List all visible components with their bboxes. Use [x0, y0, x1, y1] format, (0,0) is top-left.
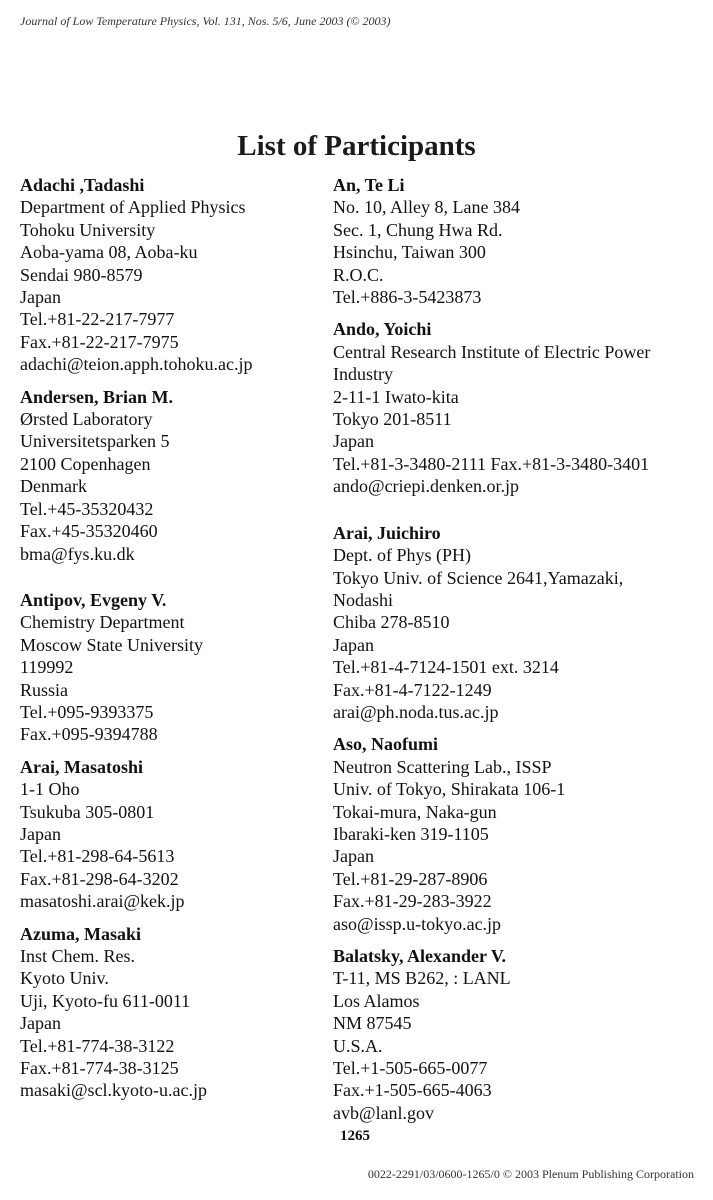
phone-line: Tel.+45-35320432 [20, 498, 154, 519]
address-line: No. 10, Alley 8, Lane 384 [333, 197, 520, 218]
fax-line: Fax.+81-298-64-3202 [20, 868, 179, 889]
right-column [333, 174, 703, 1134]
fax-line: Fax.+45-35320460 [20, 521, 158, 542]
phone-line: Tel.+095-9393375 [20, 701, 154, 722]
page-title: List of Participants [237, 130, 476, 162]
address-line: NM 87545 [333, 1013, 412, 1034]
address-line: Japan [333, 431, 374, 452]
address-line: Univ. of Tokyo, Shirakata 106-1 [333, 779, 566, 800]
address-line: Aoba-yama 08, Aoba-ku [20, 242, 198, 263]
email-line: adachi@teion.apph.tohoku.ac.jp [20, 354, 253, 375]
fax-line: Fax.+095-9394788 [20, 724, 158, 745]
participant-entry [333, 174, 703, 308]
address-line: Moscow State University [20, 634, 203, 655]
address-line: Dept. of Phys (PH) [333, 545, 471, 566]
address-line: 2100 Copenhagen [20, 453, 151, 474]
participant-name: Azuma, Masaki [20, 923, 141, 944]
address-line: Neutron Scattering Lab., ISSP [333, 756, 552, 777]
address-line: Sendai 980-8579 [20, 264, 143, 285]
address-line: Tsukuba 305-0801 [20, 801, 155, 822]
address-line: 1-1 Oho [20, 779, 80, 800]
fax-line: Fax.+81-4-7122-1249 [333, 679, 492, 700]
address-line: 119992 [20, 657, 74, 678]
phone-line: Tel.+81-4-7124-1501 ext. 3214 [333, 657, 559, 678]
email-line: bma@fys.ku.dk [20, 543, 135, 564]
address-line: Hsinchu, Taiwan 300 [333, 242, 486, 263]
participant-name: Arai, Juichiro [333, 522, 441, 543]
fax-line: Fax.+1-505-665-4063 [333, 1080, 492, 1101]
address-line: Tokyo Univ. of Science 2641,Yamazaki, [333, 567, 624, 588]
participant-entry [333, 522, 703, 724]
participant-name: Adachi ,Tadashi [20, 175, 145, 195]
address-line: Tokyo 201-8511 [333, 409, 452, 430]
email-line: avb@lanl.gov [333, 1102, 435, 1123]
email-line: arai@ph.noda.tus.ac.jp [333, 701, 499, 722]
participant-entry [20, 756, 360, 913]
address-line: Japan [333, 846, 374, 867]
address-line: Russia [20, 679, 69, 700]
address-line: Kyoto Univ. [20, 968, 109, 989]
phone-line: Tel.+81-29-287-8906 [333, 868, 488, 889]
address-line: R.O.C. [333, 264, 384, 285]
address-line: Tokai-mura, Naka-gun [333, 801, 497, 822]
address-line: Inst Chem. Res. [20, 946, 135, 966]
address-line: Los Alamos [333, 990, 420, 1011]
address-line: Department of Applied Physics [20, 197, 246, 218]
participant-name: Aso, Naofumi [333, 734, 439, 755]
address-line: Chiba 278-8510 [333, 612, 450, 633]
participant-entry [333, 945, 703, 1124]
address-line: Japan [333, 634, 374, 655]
address-line: Nodashi [333, 589, 393, 610]
journal-header: Journal of Low Temperature Physics, Vol. 131, Nos. 5/6, June 2003 (© 2003) [20, 14, 391, 28]
participant-entry [20, 174, 360, 376]
address-line: Central Research Institute of Electric Power [333, 341, 651, 362]
phone-line: Tel.+81-774-38-3122 [20, 1035, 175, 1056]
address-line: Ørsted Laboratory [20, 409, 153, 430]
address-line: Sec. 1, Chung Hwa Rd. [333, 219, 503, 240]
address-line: Japan [20, 823, 61, 844]
address-line: Universitetsparken 5 [20, 431, 170, 452]
address-line: Denmark [20, 476, 87, 497]
page-number: 1265 [340, 1128, 370, 1144]
phone-line: Tel.+1-505-665-0077 [333, 1058, 488, 1079]
address-line: Uji, Kyoto-fu 611-0011 [20, 990, 191, 1011]
participant-name: An, Te Li [333, 175, 405, 195]
participant-name: Arai, Masatoshi [20, 756, 143, 777]
email-line: ando@criepi.denken.or.jp [333, 476, 520, 497]
address-line: Ibaraki-ken 319-1105 [333, 823, 489, 844]
fax-line: Fax.+81-29-283-3922 [333, 891, 492, 912]
copyright-footer: 0022-2291/03/0600-1265/0 © 2003 Plenum Publishing Corporation [367, 1167, 694, 1181]
phone-fax-line: Tel.+81-3-3480-2111 Fax.+81-3-3480-3401 [333, 453, 650, 474]
email-line: masaki@scl.kyoto-u.ac.jp [20, 1080, 208, 1101]
participant-entry [333, 733, 703, 935]
fax-line: Fax.+81-774-38-3125 [20, 1058, 179, 1079]
email-line: aso@issp.u-tokyo.ac.jp [333, 913, 502, 934]
participant-entry [20, 386, 360, 565]
address-line: Tohoku University [20, 219, 156, 240]
address-line: 2-11-1 Iwato-kita [333, 386, 459, 407]
phone-line: Tel.+886-3-5423873 [333, 287, 482, 308]
address-line: Chemistry Department [20, 612, 185, 633]
participant-entry [20, 923, 360, 1102]
fax-line: Fax.+81-22-217-7975 [20, 331, 179, 352]
address-line: Japan [20, 287, 61, 308]
phone-line: Tel.+81-22-217-7977 [20, 309, 175, 330]
address-line: T-11, MS B262, : LANL [333, 968, 511, 989]
participant-name: Ando, Yoichi [333, 319, 432, 340]
phone-line: Tel.+81-298-64-5613 [20, 846, 175, 867]
left-column [20, 174, 360, 1112]
participant-entry [20, 589, 360, 746]
address-line: U.S.A. [333, 1035, 383, 1056]
email-line: masatoshi.arai@kek.jp [20, 891, 185, 912]
participant-name: Andersen, Brian M. [20, 386, 173, 407]
address-line: Japan [20, 1013, 61, 1034]
address-line: Industry [333, 364, 393, 385]
participant-name: Antipov, Evgeny V. [20, 589, 167, 610]
participant-name: Balatsky, Alexander V. [333, 946, 507, 966]
participant-entry [333, 318, 703, 497]
